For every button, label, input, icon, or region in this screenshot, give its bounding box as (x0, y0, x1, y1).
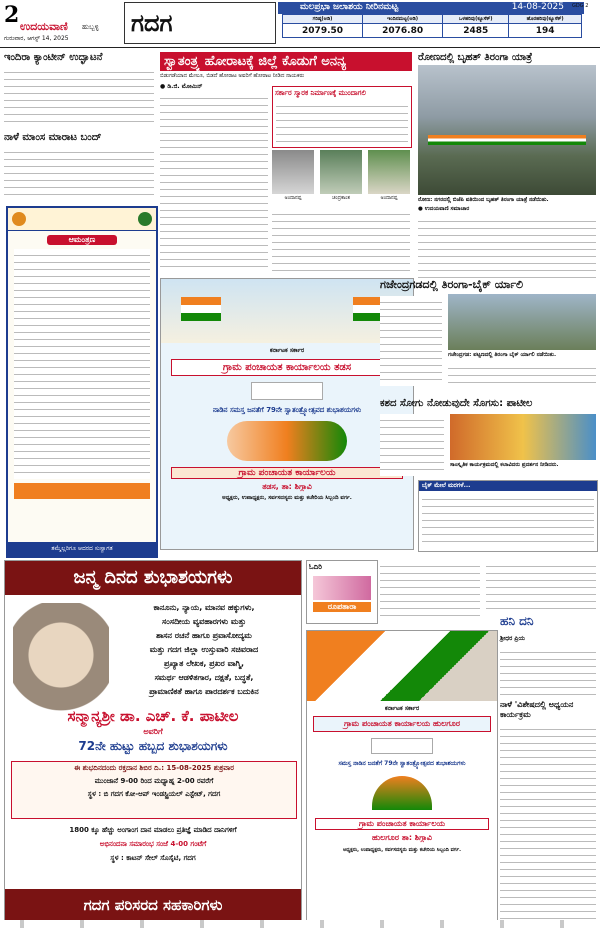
headline: ಸ್ವಾತಂತ್ರ್ಯ ಹೋರಾಟಕ್ಕೆ ಜಿಲ್ಲೆ ಕೊಡುಗೆ ಅನನ್ಯ (160, 52, 412, 71)
wl-val-max: 2079.50 (283, 24, 363, 38)
udayavani-logo (251, 382, 323, 400)
article-body (418, 215, 596, 279)
headline: ನಾಳೆ 'ವಿಶೇಷದಲ್ಲಿ ಅಧ್ಯಯನ ಕಾರ್ಯಕ್ರಮ (500, 700, 574, 719)
wheel-graphic (372, 776, 432, 810)
hanidani-title: ಹನಿ ದನಿ (500, 614, 534, 628)
flag-graphic (181, 297, 221, 321)
event-line: ಮುಂಜಾನೆ 9-00 ರಿಂದ ಮಧ್ಯಾಹ್ನ 2-00 ರವರೆಗೆ (94, 777, 214, 785)
birthday-line: ಕಾನೂನು, ನ್ಯಾಯ, ಮಾನವ ಹಕ್ಕುಗಳು, (153, 603, 255, 612)
birthday-honour-box (11, 823, 295, 871)
portrait-photo (320, 150, 362, 194)
ad-wish: ನಾಡಿನ ಸಮಸ್ತ ಜನತೆಗೆ 79ನೇ ಸ್ವಾತಂತ್ರ್ಯೋತ್ಸವದ ಶುಭಾಶಯಗಳು (212, 406, 362, 414)
event-line: 1800 ಕ್ಕೂ ಹೆಚ್ಚು ಅಂಗಾಂಗ ದಾನ ಮಾಡಲು ಪ್ರತಿಜ್ಞೆ ಮಾಡಿದ ದಾನಿಗಳಿಗೆ (69, 826, 237, 834)
ad-label: ಕರ್ನಾಟಕ ಸರ್ಕಾರ (384, 705, 420, 712)
hands-graphic (227, 421, 347, 461)
headline: ರೋಣದಲ್ಲಿ ಬೃಹತ್‌ ತಿರಂಗಾ ಯಾತ್ರೆ (418, 52, 533, 63)
edition: ಹುಬ್ಬಳ್ಳಿ (82, 23, 99, 31)
photo-caption: ರೋಣ: ನಗರದಲ್ಲಿ ಬಿಜೆಪಿ ವತಿಯಿಂದ ಬೃಹತ್‌ ತಿರಂಗಾ ಯಾತ್ರೆ ನಡೆಯಿತು. (418, 197, 549, 203)
invitation-orange-strip (14, 483, 150, 499)
wl-head-inflow: ಒಳಹರಿವು(ಕ್ಯೂಸೆಕ್) (443, 15, 509, 24)
byline: ● ಡಿ.ಜಿ. ಮೋಮಿನ್ (160, 83, 203, 90)
event-line: ಸ್ಥಳ : ಬಿ ಗದಗ ಕೋ-ಆಪ್ ಇಂಡಸ್ಟ್ರಿಯಲ್ ಎಸ್ಟೇಟ್, ಗದಗ (87, 790, 221, 798)
subheadline: ಬಿಡುಗಡೆಯಾದ ಮೇಲೂ, ಬಿಡದೆ ಹೋರಾಟ ಅವರಿಗೆ ಹೋರಾಟ ನೀಡಿದ ನಾಯಕರು (160, 73, 305, 79)
ad-wish: ಸಮಸ್ತ ನಾಡಿನ ಜನತೆಗೆ 79ನೇ ಸ್ವಾತಂತ್ರ್ಯೋತ್ಸವದ ಶುಭಾಶಯಗಳು (338, 760, 466, 767)
page-code: GDG 2 (572, 3, 589, 9)
wl-val-outflow: 194 (509, 24, 582, 38)
ad-footer-line: ಅಧ್ಯಕ್ಷರು, ಉಪಾಧ್ಯಕ್ಷರು, ಸರ್ವಸದಸ್ಯರು ಮತ್ತು ಕಚೇರಿಯ ಸಿಬ್ಬಂದಿ ವರ್ಗ. (222, 495, 352, 501)
photo-caption: ಅಂದಾನಪ್ಪ (284, 195, 302, 201)
event-line: ಈ ಶುಭದಿನದಂದು ರಕ್ತದಾನ ಶಿಬಿರ ದಿ.: 15-08-2025 ಶುಕ್ರವಾರ (74, 764, 234, 772)
ad-title-bar: ಗ್ರಾಮ ಪಂಚಾಯತ ಕಾರ್ಯಾಲಯ ತಡಸ (171, 359, 403, 376)
water-level-values (283, 24, 582, 38)
water-level-title-bar (278, 2, 584, 14)
ad-footer-place: ಹುಲಗೂರ ತಾ: ಶಿಗ್ಗಾವಿ (372, 833, 432, 842)
rally-photo (418, 65, 596, 195)
headline: ಕಶದ ಸೋಗು ನೋಡುವುದೇ ಸೊಗಸು: ಪಾಟೀಲ (380, 398, 533, 409)
photo-caption: ಸಾಂಸ್ಕೃತಿಕ ಕಾರ್ಯಕ್ರಮದಲ್ಲಿ ಕಲಾವಿದರು ಪ್ರದರ್ಶನ ನೀಡಿದರು. (450, 462, 559, 468)
ad-footer-line: ಅಧ್ಯಕ್ಷರು, ಉಪಾಧ್ಯಕ್ಷರು, ಸರ್ವಸದಸ್ಯರು ಮತ್ತು ಕಚೇರಿಯ ಸಿಬ್ಬಂದಿ ವರ್ಗ. (343, 847, 461, 853)
photo-caption: ಗಜೇಂದ್ರಗಡ: ಪಟ್ಟಣದಲ್ಲಿ ತಿರಂಗಾ ಬೈಕ್‌ ರ್ಯಾಲಿ ನಡೆಯಿತು. (448, 352, 557, 358)
birthday-line: ಸಮರ್ಥ ಆಡಳಿತಗಾರ, ದಕ್ಷತೆ, ಬದ್ಧತೆ, (154, 673, 254, 682)
wl-head-max: ಗರಿಷ್ಠ(ಅಡಿ) (283, 15, 363, 24)
event-line: ಅಭಿನಂದನಾ ಸಮಾರಂಭ ಸಂಜೆ 4-00 ಗಂಟೆಗೆ (99, 840, 207, 848)
water-level-date: 14-08-2025 (511, 2, 564, 12)
masthead-rule (0, 47, 600, 48)
udayavani-logo (371, 738, 433, 754)
birthday-greeting: 72ನೇ ಹುಟ್ಟು ಹಬ್ಬದ ಶುಭಾಶಯಗಳು (78, 739, 228, 753)
box-body (276, 100, 408, 144)
birthday-line: ಪ್ರಖ್ಯಾತ ಲೇಖಕ, ಪ್ರಖರ ವಾಗ್ಮಿ, (163, 659, 245, 668)
wl-val-inflow: 2485 (443, 24, 509, 38)
invitation-header (8, 208, 156, 231)
article-body (4, 146, 154, 196)
article-gajendragad (380, 278, 596, 390)
photo-caption: ಚಂದ್ರಕಾಂತ (332, 195, 350, 201)
flag-strip (428, 135, 586, 145)
birthday-lines (109, 601, 299, 699)
masthead (0, 0, 600, 48)
district-name: ಗದಗ (131, 9, 173, 37)
rupatara-label: ಓದಿರಿ (309, 563, 322, 571)
photo-row (272, 150, 410, 204)
emblem-icon (138, 212, 152, 226)
kashada-photo (450, 414, 596, 460)
birthday-line: ಸಂಸದೀಯ ವ್ಯವಹಾರಗಳು ಮತ್ತು (162, 617, 246, 626)
wl-head-today: ಇಂದಿನಮಟ್ಟ(ಅಡಿ) (363, 15, 443, 24)
photo-caption: ಅಂದಾನಪ್ಪ (380, 195, 398, 201)
article-body-2 (448, 362, 596, 386)
birthday-event-box (11, 761, 297, 819)
article-body (500, 723, 596, 923)
paper-name: ಉದಯವಾಣಿ (20, 20, 68, 33)
ad-footer-title: ಗ್ರಾಮ ಪಂಚಾಯತ ಕಾರ್ಯಾಲಯ (315, 818, 489, 830)
emblem-icon (12, 212, 26, 226)
article-column (380, 560, 480, 622)
birthday-name: ಸನ್ಮಾನ್ಯಶ್ರೀ ಡಾ. ಎಚ್. ಕೆ. ಪಾಟೀಲ (67, 707, 239, 725)
article-kashada (380, 398, 596, 478)
portrait-photo (272, 150, 314, 194)
birthday-avarige: ಅವರಿಗೆ (143, 727, 163, 736)
flag-ad-tadasa (160, 278, 414, 550)
article-body (160, 92, 268, 272)
box-title: ಸರ್ಕಾರ ಸ್ಮಾರಕ ನಿರ್ಮಾಣಕ್ಕೆ ಮುಂದಾಗಲಿ (275, 89, 366, 97)
print-register-marks (0, 920, 600, 928)
headline: ಇಂದಿರಾ ಕ್ಯಾಂಟೀನ್‌ ಉದ್ಘಾಟನೆ (4, 52, 103, 63)
rupatara-box (306, 560, 378, 624)
hanidani-byline: ಶ್ರೀಧರ ಪ್ರಿಯ (500, 635, 525, 642)
birthday-line: ಶಾಸನ ರಚನೆ ಹಾಗೂ ಪ್ರವಾಸೋದ್ಯಮ (156, 631, 252, 640)
portrait-photo (368, 150, 410, 194)
water-level-table (282, 14, 582, 38)
article-rally (418, 52, 596, 274)
article-column (486, 560, 596, 610)
hanidani-body (500, 646, 596, 696)
flag-graphic (307, 631, 497, 701)
notice-title: ಬೈಕ್‌ ಮೇಲೆ ಮರಗಳೆ... (419, 481, 597, 491)
wl-val-today: 2076.80 (363, 24, 443, 38)
birthday-ad (4, 560, 302, 922)
event-line: ಸ್ಥಳ : ಕಾಟನ್ ಸೇಲ್ ಸೊಸೈಟಿ, ಗದಗ (110, 854, 196, 862)
gajendragad-photo (448, 294, 596, 350)
parliament-graphic (161, 279, 413, 343)
hanidani-column (500, 614, 596, 920)
birthday-line: ಮತ್ತು ಗದಗ ಜಿಲ್ಲಾ ಉಸ್ತುವಾರಿ ಸಚಿವರಾದ (149, 645, 259, 654)
byline: ● ಉದಯವಾಣಿ ಸಮಾಚಾರ (418, 206, 470, 212)
notice-body (422, 493, 594, 547)
headline: ಗಜೇಂದ್ರಗಡದಲ್ಲಿ ತಿರಂಗಾ-ಬೈಕ್‌ ರ್ಯಾಲಿ (380, 278, 524, 291)
invitation-ad (6, 206, 158, 558)
water-level-title: ಮಲಪ್ರಭಾ ಜಲಾಶಯ ನೀರಿನಮಟ್ಟ (300, 2, 399, 12)
article-freedom (160, 52, 412, 274)
birthday-title: ಜನ್ಮ ದಿನದ ಶುಭಾಶಯಗಳು (5, 561, 301, 595)
birthday-line: ಪ್ರಾಮಾಣಿಕತೆ ಹಾಗೂ ಪಾರದರ್ಶಕ ಬದುಕಿನ (149, 687, 259, 696)
article-canteen (4, 52, 154, 128)
district-banner (124, 2, 276, 44)
ad-footer-title: ಗ್ರಾಮ ಪಂಚಾಯತ ಕಾರ್ಯಾಲಯ (171, 467, 403, 479)
date-line: ಗುರುವಾರ, ಆಗಸ್ಟ್‌ 14, 2025 (4, 35, 69, 42)
water-level-headers (283, 15, 582, 24)
invitation-title: ಆಮಂತ್ರಣ (47, 235, 117, 245)
invitation-body (14, 249, 150, 479)
page-number: 2 (4, 2, 20, 28)
wl-head-outflow: ಹೊರಹರಿವು(ಕ್ಯೂಸೆಕ್) (509, 15, 582, 24)
water-level-box (278, 2, 584, 44)
article-body (380, 296, 442, 386)
article-body (4, 66, 154, 126)
article-meat-ban (4, 132, 154, 200)
invitation-footer: ತಮ್ಮೆಲ್ಲರಿಗೂ ಆದರದ ಸುಸ್ವಾಗತ (8, 542, 156, 556)
rupatara-name: ರೂಪತಾರಾ (313, 602, 371, 612)
ad-footer-place: ತಡಸ, ತಾ: ಶಿಗ್ಗಾವಿ (262, 482, 312, 491)
article-body-2 (272, 208, 410, 272)
small-notice (418, 480, 598, 552)
rupatara-cover (313, 576, 371, 600)
birthday-footer: ಗದಗ ಪರಿಸರದ ಸಹಕಾರಿಗಳು (5, 889, 301, 921)
ad-title-bar: ಗ್ರಾಮ ಪಂಚಾಯತ ಕಾರ್ಯಾಲಯ ಹುಲಗೂರ (313, 716, 491, 732)
memorial-box (272, 86, 412, 148)
flag-ad-hulagur (306, 630, 498, 922)
ad-label: ಕರ್ನಾಟಕ ಸರ್ಕಾರ (269, 347, 305, 354)
headline: ನಾಳೆ ಮಾಂಸ ಮಾರಾಟ ಬಂದ್‌ (4, 132, 102, 143)
article-body (380, 414, 444, 476)
